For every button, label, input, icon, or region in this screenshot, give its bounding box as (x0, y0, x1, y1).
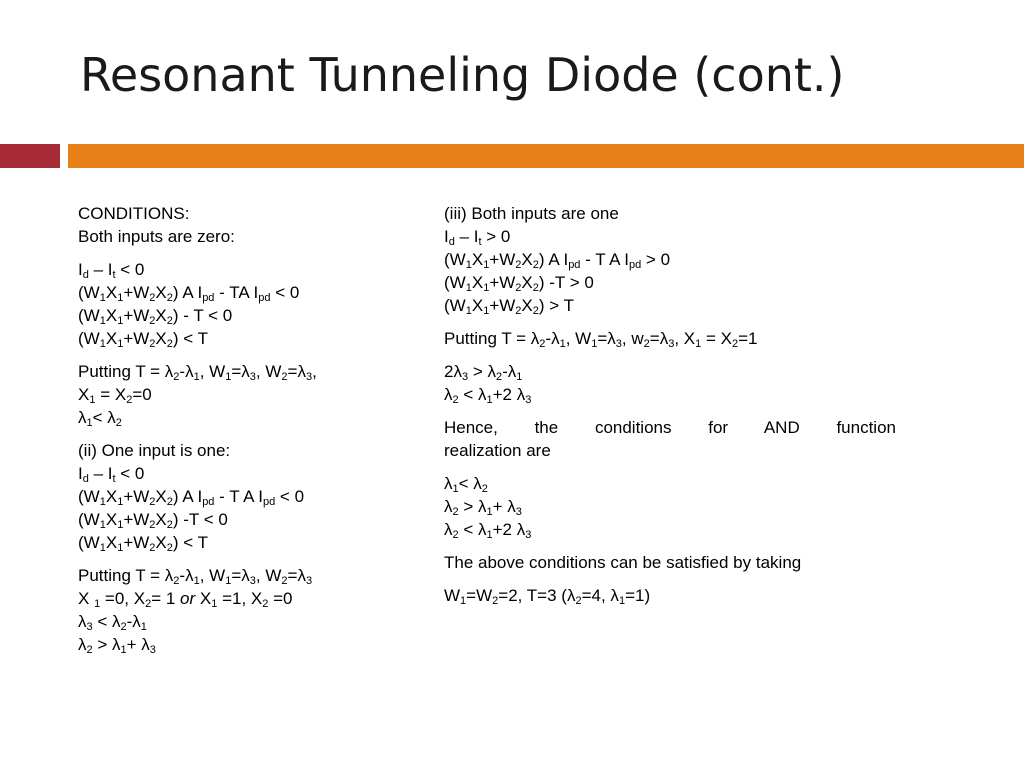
eq-one-1: $I_d - I_t < 0$ (78, 464, 145, 485)
result-one-2: $\lambda_2 > \lambda_1+ \lambda_3$ (78, 635, 156, 656)
eq-both-2: $(W_1X_1+W_2X_2)$ A $I_{pd}$ - T A $I_{pd} > 0$ (444, 250, 671, 271)
eq-zero-2: $(W_1X_1+W_2X_2)$ A $I_{pd}$ - TA $I_{pd} < 0$ (78, 283, 300, 304)
eq-both-4: $(W_1X_1+W_2X_2) > T$ (444, 296, 575, 317)
eq-zero-4: $(W_1X_1+W_2X_2) < T$ (78, 329, 209, 350)
accent-bar-right (68, 144, 1024, 168)
and-condition-1: $\lambda_1< \lambda_2$ (444, 474, 488, 495)
putting-zero-2: $X_1 = X_2=0$ (78, 385, 152, 406)
one-input-heading: (ii) One input is one: (78, 441, 231, 460)
eq-zero-3: $(W_1X_1+W_2X_2) - T < 0$ (78, 306, 233, 327)
eq-both-1: $I_d - I_t > 0$ (444, 227, 511, 248)
and-condition-3: $\lambda_2 < \lambda_1+2$ $\lambda_3$ (444, 520, 532, 541)
final-values: $W_1=W_2=2$, T=3 ($\lambda_2=4$, $\lambda_1=1$) (444, 586, 651, 607)
hence-line-2: realization are (444, 441, 551, 460)
eq-zero-1: $I_d - I_t < 0$ (78, 260, 145, 281)
putting-one-1: Putting $T = \lambda_2-\lambda_1$, $W_1=\lambda_3$, $W_2=\lambda_3$ (78, 566, 313, 587)
both-one-heading: (iii) Both inputs are one (444, 204, 619, 223)
result-one-1: $\lambda_3 < \lambda_2-\lambda_1$ (78, 612, 147, 633)
eq-one-2: $(W_1X_1+W_2X_2)$ A $I_{pd}$ - T A $I_{pd} < 0$ (78, 487, 305, 508)
result-both-2: $\lambda_2 < \lambda_1+2$ $\lambda_3$ (444, 385, 532, 406)
and-condition-2: $\lambda_2 > \lambda_1+ \lambda_3$ (444, 497, 522, 518)
putting-zero-1: Putting $T = \lambda_2-\lambda_1$, $W_1=\lambda_3$, $W_2=\lambda_3$, (78, 362, 317, 383)
conditions-heading: CONDITIONS: (78, 204, 190, 223)
putting-one-2: X $_1$ =0, $X_2= 1$ or $X_1 =1$, $X_2 =0$ (78, 589, 293, 610)
hence-line-1: Hence, the conditions for AND function (444, 418, 896, 437)
right-column (444, 202, 896, 607)
eq-both-3: $(W_1X_1+W_2X_2) -T > 0$ (444, 273, 594, 294)
putting-both: Putting $T = \lambda_2-\lambda_1$, $W_1=\lambda_3$, $w_2=\lambda_3$, $X_1 = X_2=1$ (444, 329, 758, 350)
above-conditions-text: The above conditions can be satisfied by taking (444, 553, 802, 572)
accent-bar-left (0, 144, 60, 168)
result-zero: $\lambda_1< \lambda_2$ (78, 408, 122, 429)
both-zero-heading: Both inputs are zero: (78, 227, 235, 246)
result-both-1: $2\lambda_3 > \lambda_2-\lambda_1$ (444, 362, 523, 383)
eq-one-3: $(W_1X_1+W_2X_2) -T < 0$ (78, 510, 228, 531)
left-column (78, 202, 408, 656)
slide-title: Resonant Tunneling Diode (cont.) (80, 48, 845, 102)
eq-one-4: $(W_1X_1+W_2X_2) < T$ (78, 533, 209, 554)
